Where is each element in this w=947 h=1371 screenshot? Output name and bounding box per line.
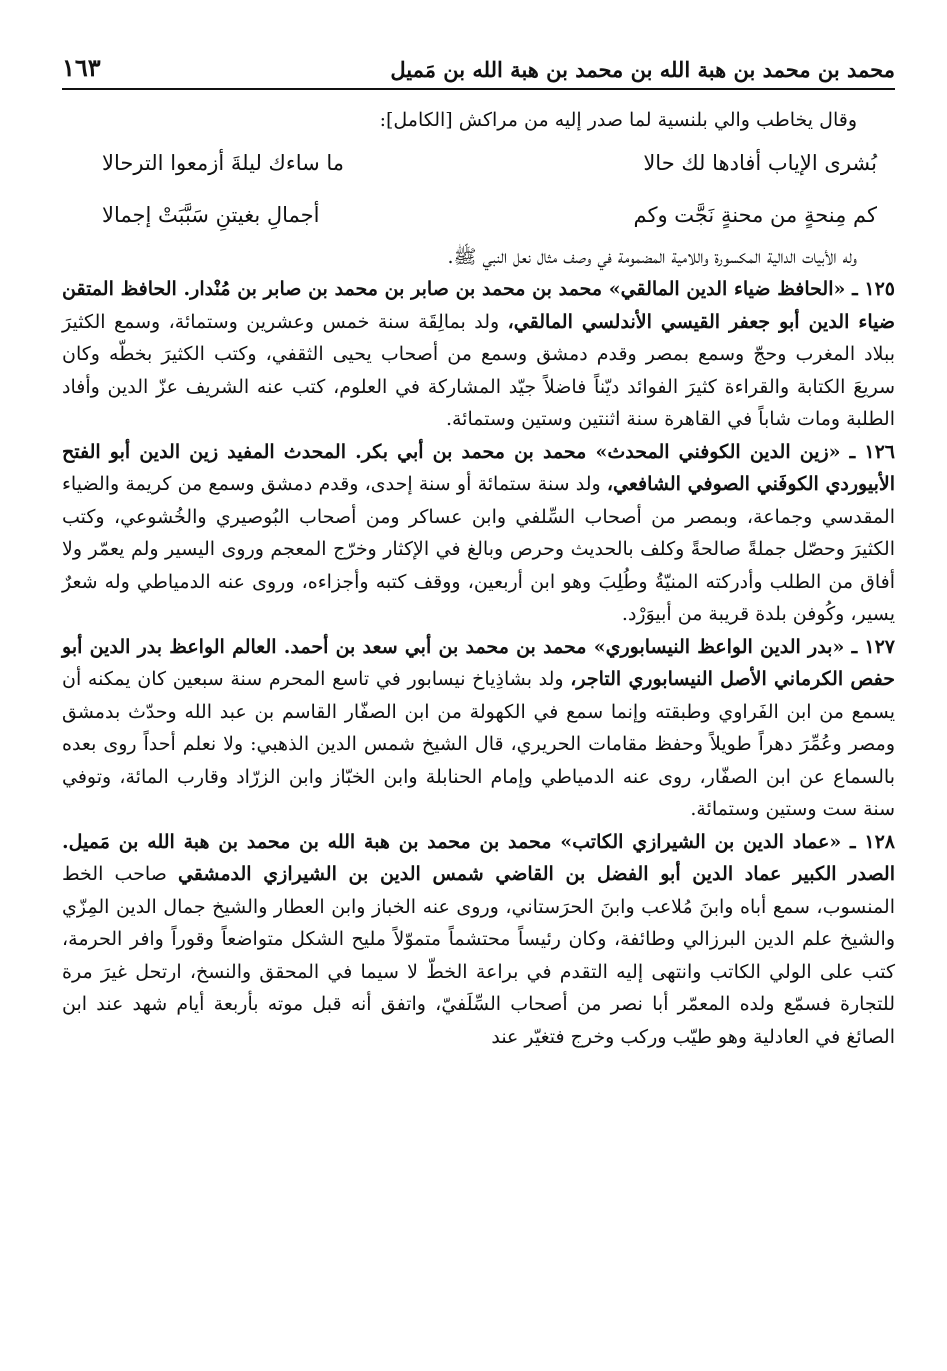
biography-entry-125 <box>62 273 895 436</box>
biography-entry-128 <box>62 826 895 1054</box>
entry-heading: ١٢٦ ـ «زين الدين الكوفني المحدث» محمد بن محمد بن أبي بكر. المحدث المفيد زين الدين أبو الفتح الأبيوردي الكوفَني الصوفي الشافعي، <box>62 440 896 495</box>
page-body <box>62 104 895 1053</box>
verse-hemistich-first: بُشرى الإياب أفادها لك حالا <box>643 150 877 175</box>
poem-intro: وقال يخاطب والي بلنسية لما صدر إليه من مراكش [الكامل]: <box>379 109 857 131</box>
verse-hemistich-second: أجمالِ بغيتنِ سَبَّبَتْ إجمالا <box>102 202 320 227</box>
verse-hemistich-second: ما ساءك ليلةَ أزمعوا الترحالا <box>102 150 345 175</box>
verse-hemistich-first: كم مِنحةٍ من محنةٍ نَجَّت وكم <box>633 202 877 227</box>
biography-entry-127 <box>62 631 895 826</box>
entry-heading: ١٢٥ ـ «الحافظ ضياء الدين المالقي» محمد بن محمد بن صابر بن محمد بن صابر بن مُنْدار. الحافظ المتقن ضياء الدين أبو جعفر القيسي الأندلسي المالقي، <box>62 278 895 333</box>
page-header <box>62 40 895 90</box>
verse-line <box>62 137 895 189</box>
entry-heading: ١٢٧ ـ «بدر الدين الواعظ النيسابوري» محمد بن محمد بن أبي سعد بن أحمد. العالم الواعظ بدر الدين أبو حفص الكرماني الأصل النيسابوري التاجر، <box>62 635 895 690</box>
page-number: ١٦٣ <box>62 53 101 82</box>
entry-text: صاحب الخط المنسوب، سمع أباه وابنَ مُلاعب وابنَ الحرَستاني، وروى عنه الخباز وابن العطار والشيخ جمال الدين المِزّي والشيخ علم الدين البرزالي وطائفة، وكان رئيساً محتشماً متموّلاً مليح الشكل متواضعاً وقوراً وافر الحرمة، كتب على الولي الكاتب وانتهى إليه التقدم في براعة الخطّ لا سيما في المحقق والنسخ، ارتحل غيرَ مرة للتجارة فسمّع ولده المعمّر أبا نصر من أصحاب السِّلَفيّ، واتفق أنه قبل موته بأربعة أيام شهد عند ابن الصائغ في العادلية وهو طيّب وركب وخرج فتغيّر عند <box>62 863 896 1048</box>
running-title: محمد بن محمد بن هبة الله بن محمد بن هبة الله بن مَميل <box>390 57 895 82</box>
entry-heading: ١٢٨ ـ «عماد الدين بن الشيرازي الكاتب» محمد بن محمد بن هبة الله بن محمد بن هبة الله بن مَميل. الصدر الكبير عماد الدين أبو الفضل بن القاضي شمس الدين بن الشيرازي الدمشقي <box>62 830 895 885</box>
entry-text: ولد بمالِقَة سنة خمس وعشرين وستمائة، وسمع الكثيرَ ببلاد المغرب وحجّ وسمع بمصر وقدم دمشق وسمع من أصحاب يحيى الثقفي، وكتب الكثيرَ بخطّه وكان سريعَ الكتابة والقراءة كثيرَ الفوائد ديّناً فاضلاً جيّد المشاركة في العلوم، كتب عنه الشريف عزّ الدين وأفاد الطلبة ومات شاباً في القاهرة سنة اثنتين وستين وستمائة. <box>62 310 895 430</box>
verse-line <box>62 189 895 241</box>
entry-text: ولد بشاذِياخ نيسابور في تاسع المحرم سنة سبعين كان يمكنه أن يسمع من ابن الفَراوي وطبقته وإنما سمع في الكهولة من ابن الصفّار القاسم بن عبد الله وحدّث بدمشق ومصر وعُمِّرَ دهراً طويلاً وحفظ مقامات الحريري، قال الشيخ شمس الدين الذهبي: ولا نعلم أحداً روى بعده بالسماع عن ابن الصفّار، روى عنه الدمياطي وإمام الحنابلة وابن الخبّاز وابن الزرّاد وقارب المائة، وتوفي سنة ست وستين وستمائة. <box>62 668 895 820</box>
biography-entry-126 <box>62 436 895 631</box>
entry-text: ولد سنة ستمائة أو سنة إحدى، وقدم دمشق وسمع من كريمة والضياء المقدسي وجماعة، وبمصر من أصحاب السِّلفي وابن عساكر ومن أصحاب البُوصيري والخُشوعي، وكتب الكثيرَ وحصّل جملةً صالحةً وكلف بالحديث وحرص وبالغ في الإكثار وخرّج المعجم وروى اليسير ولم يعمّر ولا أفاق من الطلب وأدركته المنيّةُ وطُلِبَ وهو ابن أربعين، ووقف كتبه وأجزاءه، وروى عنه الدمياطي وله شعرٌ يسير، وكُوفن بلدة قريبة من أبيوَرْد. <box>62 473 895 625</box>
poem-note: وله الأبيات الدالية المكسورة واللامية المضمومة في وصف مثال نعل النبي ﷺ. <box>447 245 857 268</box>
